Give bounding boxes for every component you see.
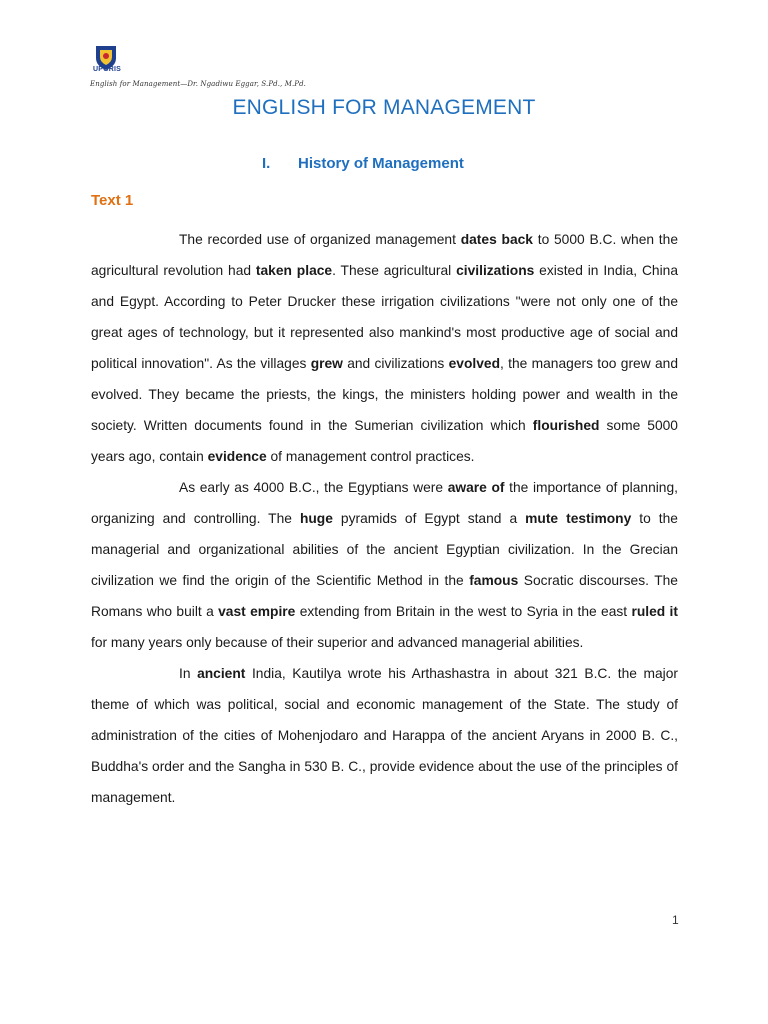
text-run: pyramids of Egypt stand a: [332, 511, 526, 526]
text-run: , the managers too grew and evolved. They became the priests, the kings, the ministers holding power and wealth in the society. Written documents found in the Sumerian civilization which: [91, 356, 679, 433]
paragraph-2: [91, 472, 678, 658]
text-run: extending from Britain in the west to Syria in the east: [295, 604, 632, 619]
logo-text: UPGRIS: [92, 66, 122, 73]
page-number: 1: [672, 913, 679, 927]
document-title: ENGLISH FOR MANAGEMENT: [232, 96, 536, 119]
vocab-term: ruled it: [631, 604, 678, 619]
vocab-term: flourished: [532, 418, 600, 433]
university-logo-icon: [92, 42, 120, 80]
section-heading: [262, 155, 464, 172]
body-text: [91, 224, 678, 813]
text-run: As early as 4000 B.C., the Egyptians were: [179, 480, 448, 495]
vocab-term: dates back: [460, 232, 533, 247]
text-run: Socratic discourses. The Romans who built a: [91, 573, 678, 619]
paragraph-1: [91, 224, 678, 472]
text-run: the importance of planning, organizing and controlling. The: [91, 480, 678, 526]
text-run: to the managerial and organizational abilities of the ancient Egyptian civilization. In the Grecian civilization we find the origin of the Scientific Method in the: [91, 511, 678, 588]
text-label: Text 1: [91, 192, 134, 209]
vocab-term: aware of: [447, 480, 505, 495]
text-run: of management control practices.: [266, 449, 475, 464]
section-number: I.: [262, 155, 271, 172]
vocab-term: taken place: [255, 263, 333, 278]
text-run: and civilizations: [342, 356, 449, 371]
vocab-term: evolved: [448, 356, 501, 371]
text-run: In: [179, 666, 198, 681]
vocab-term: ancient: [197, 666, 246, 681]
text-run: some 5000 years ago, contain: [91, 418, 678, 464]
running-head: English for Management—Dr. Ngadiwu Eggar, S.Pd., M.Pd.: [90, 80, 307, 88]
text-run: India, Kautilya wrote his Arthashastra in about 321 B.C. the major theme of which was political, social and economic management of the State. The study of administration of the cities of Mohenjodaro and Harappa of the ancient Aryans in 2000 B. C., Buddha's order and the Sangha in 530 B. C., provide evidence about the use of the principles of management.: [91, 666, 678, 805]
vocab-term: huge: [299, 511, 333, 526]
text-run: The recorded use of organized management: [179, 232, 461, 247]
vocab-term: evidence: [207, 449, 267, 464]
section-title: History of Management: [298, 155, 464, 172]
text-run: . These agricultural: [332, 263, 457, 278]
vocab-term: grew: [310, 356, 343, 371]
paragraph-3: [91, 658, 678, 813]
vocab-term: vast empire: [218, 604, 296, 619]
text-run: for many years only because of their superior and advanced managerial abilities.: [91, 635, 584, 650]
vocab-term: civilizations: [456, 263, 535, 278]
text-run: to 5000 B.C. when the agricultural revolution had: [91, 232, 678, 278]
vocab-term: famous: [469, 573, 519, 588]
vocab-term: mute testimony: [525, 511, 632, 526]
text-run: existed in India, China and Egypt. According to Peter Drucker these irrigation civilizations "were not only one of the great ages of technology, but it represented also mankind's most productive age of social and political innovation". As the villages: [91, 263, 679, 371]
